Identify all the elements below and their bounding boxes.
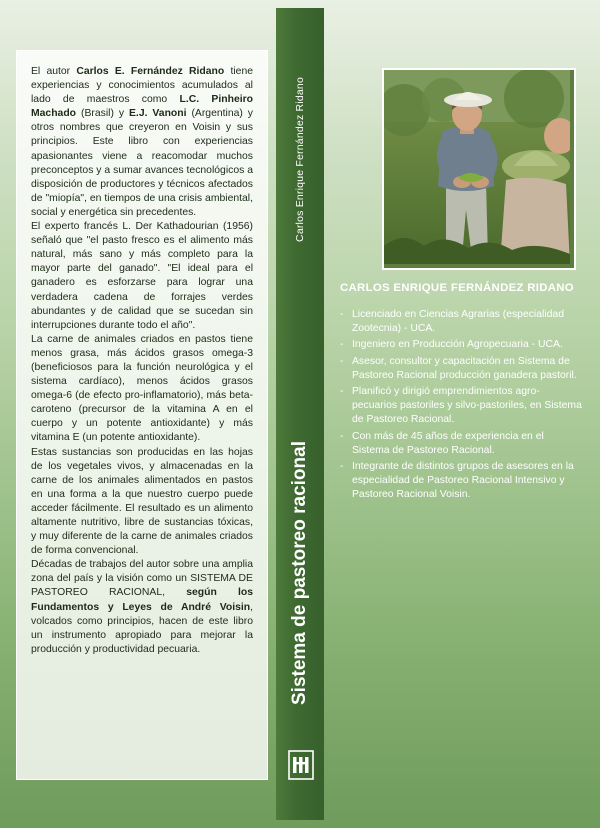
list-item	[340, 355, 584, 383]
bullet-dash: -	[340, 386, 344, 398]
spine-title	[276, 408, 324, 738]
book-spine	[276, 8, 324, 820]
spine-author	[276, 44, 324, 274]
front-flap-panel	[330, 50, 584, 780]
publisher-logo-icon	[288, 750, 314, 780]
back-paragraph-4: Estas sustancias son producidas en las hojas de los vegetales vivos, y almacenadas en la carne de los animales alimentados en pastos en una forma a la que nuestro cuerpo puede acceder fácilmente. El resultado es un alimento altamente nutritivo, libre de sustancias tóxicas, y muy diferente de la carne de animales criados de forma convencional.	[31, 446, 253, 557]
credential-text: Planificó y dirigió emprendimientos agro-pecuarios pastoriles y silvo-pastoriles, en Sistema de Pastoreo Racional.	[352, 386, 582, 426]
back-paragraph-1: El autor Carlos E. Fernández Ridano tiene experiencias y conocimientos acumulados al lado de maestros como L.C. Pinheiro Machado (Brasil) y E.J. Vanoni (Argentina) y otros nombres que creyeron en Voisin y sus principios. Este libro con experiencias apasionantes viene a reacomodar muchos preconceptos y a sumar avances tecnológicos a disposición de productores y técnicos afectados de "miopía", en tiempos de una crisis ambiental, social y energética sin precedentes.	[31, 66, 253, 218]
back-cover-panel	[16, 50, 268, 780]
credential-text: Licenciado en Ciencias Agrarias (especialidad Zootecnia) - UCA.	[352, 309, 564, 335]
spine-title-label: Sistema de pastoreo racional	[289, 441, 310, 705]
author-photo	[382, 68, 576, 270]
list-item	[340, 385, 584, 428]
bullet-dash: -	[340, 430, 344, 442]
spine-author-label: Carlos Enrique Fernández Ridano	[294, 76, 306, 242]
back-cover-text	[31, 65, 253, 657]
list-item	[340, 338, 584, 352]
credential-text: Ingeniero en Producción Agropecuaria - UCA.	[352, 339, 563, 351]
author-credentials-list	[340, 308, 584, 505]
credential-text: Asesor, consultor y capacitación en Sistema de Pastoreo Racional producción ganadera pastoril.	[352, 355, 577, 381]
bullet-dash: -	[340, 355, 344, 367]
credential-text: Integrante de distintos grupos de asesores en la especialidad de Pastoreo Racional Intensivo y Pastoreo Racional Voisin.	[352, 461, 574, 501]
back-paragraph-5: Décadas de trabajos del autor sobre una amplia zona del país y la visión como un SISTEMA DE PASTOREO RACIONAL, según los Fundamentos y Leyes de André Voisin, volcados como principios, hacen de este libro un instrumento apropiado para mejorar la producción y productividad pecuaria.	[31, 559, 253, 655]
bullet-dash: -	[340, 309, 344, 320]
list-item	[340, 308, 584, 336]
list-item	[340, 430, 584, 458]
list-item	[340, 460, 584, 503]
author-name: CARLOS ENRIQUE FERNÁNDEZ RIDANO	[340, 282, 574, 294]
back-paragraph-3: La carne de animales criados en pastos tiene menos grasa, más ácidos grasos omega-3 (beneficiosos para la función neurológica y el sistema cardíaco), menos ácidos grasos omega-6 (de efecto pro-inflamatorio), más beta-caroteno (precursor de la vitamina A en el cuerpo y un potente antioxidante) y más vitamina E (un potente antioxidante).	[31, 333, 253, 444]
bullet-dash: -	[340, 461, 344, 473]
credential-text: Con más de 45 años de experiencia en el Sistema de Pastoreo Racional.	[352, 430, 544, 456]
back-paragraph-2: El experto francés L. Der Kathadourian (1956) señaló que "el pasto fresco es el alimento más natural, más sano y más completo para la mayor parte del ganado". "El ideal para el ganadero es esforzarse para lograr una verdadera cadena de forrajes verdes abundantes y de calidad que se sucedan sin interrupciones durante todo el año".	[31, 221, 253, 331]
bullet-dash: -	[340, 339, 344, 351]
